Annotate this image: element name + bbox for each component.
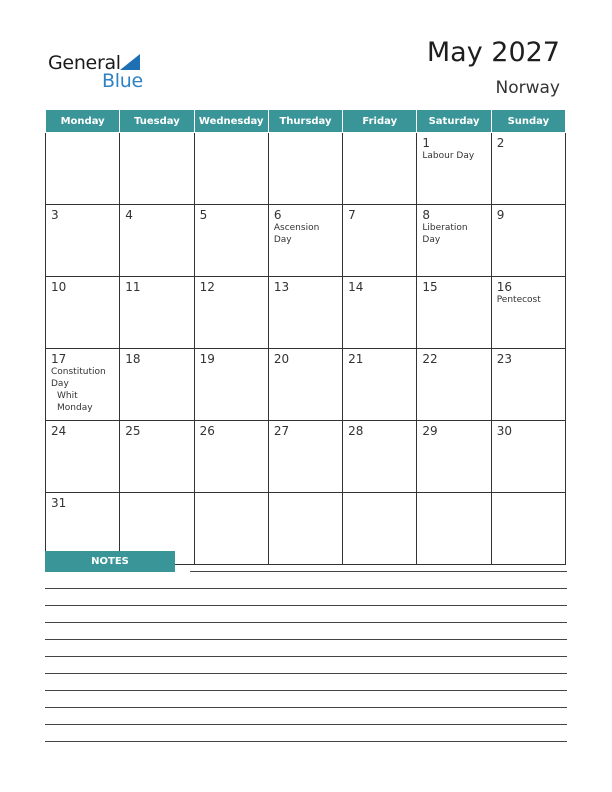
calendar-day-cell [417, 133, 491, 205]
notes-line [45, 741, 567, 742]
weekday-wednesday: Wednesday [194, 110, 268, 133]
calendar-day-cell [417, 493, 491, 565]
calendar-day-cell [46, 277, 120, 349]
notes-line [45, 622, 567, 623]
calendar-week-row [46, 133, 566, 205]
calendar-day-cell [268, 421, 342, 493]
calendar-body [46, 133, 566, 565]
calendar-day-cell [343, 205, 417, 277]
calendar-day-cell [343, 493, 417, 565]
general-blue-logo [48, 52, 148, 92]
day-number: 23 [496, 352, 512, 366]
notes-line [45, 690, 567, 691]
holiday-label: Whit Monday [57, 391, 93, 413]
day-number: 5 [199, 208, 208, 222]
calendar-week-row [46, 205, 566, 277]
calendar-day-cell [46, 421, 120, 493]
weekday-header-row [46, 110, 566, 133]
notes-line [45, 724, 567, 725]
calendar-day-cell [46, 205, 120, 277]
calendar-day-cell [120, 277, 194, 349]
day-number: 24 [51, 424, 67, 438]
weekday-saturday: Saturday [417, 110, 491, 133]
notes-line [190, 571, 567, 572]
day-number: 15 [422, 280, 438, 294]
holiday-label: Liberation Day [422, 223, 468, 245]
calendar-day-cell [343, 277, 417, 349]
calendar-day-cell [343, 133, 417, 205]
calendar-day-cell [268, 493, 342, 565]
day-number: 9 [496, 208, 505, 222]
weekday-tuesday: Tuesday [120, 110, 194, 133]
calendar-day-cell [120, 133, 194, 205]
calendar-day-cell [491, 133, 565, 205]
calendar-day-cell [268, 277, 342, 349]
day-number: 18 [125, 352, 141, 366]
day-number: 17 [51, 352, 67, 366]
day-number: 30 [496, 424, 512, 438]
calendar-day-cell [417, 205, 491, 277]
calendar-day-cell [120, 205, 194, 277]
calendar-day-cell [268, 349, 342, 421]
day-number: 8 [422, 208, 431, 222]
day-number: 7 [348, 208, 356, 222]
day-number: 4 [125, 208, 133, 222]
notes-line [45, 639, 567, 640]
day-number: 28 [348, 424, 364, 438]
notes-line [45, 588, 567, 589]
notes-line [45, 673, 567, 674]
calendar-day-cell [268, 133, 342, 205]
page-title: May 2027 [426, 37, 560, 68]
day-number: 11 [125, 280, 141, 294]
calendar-day-cell [46, 133, 120, 205]
day-number: 13 [273, 280, 290, 294]
day-number: 10 [51, 280, 67, 294]
day-number: 27 [273, 424, 290, 438]
calendar-day-cell [491, 277, 565, 349]
holiday-label: Labour Day [422, 151, 475, 161]
calendar-day-cell [120, 349, 194, 421]
logo-word-blue: Blue [102, 70, 143, 92]
calendar-day-cell [417, 349, 491, 421]
holiday-label: Ascension Day [273, 223, 320, 245]
day-number: 2 [496, 136, 505, 150]
calendar-day-cell [194, 421, 268, 493]
calendar-day-cell [194, 349, 268, 421]
weekday-friday: Friday [343, 110, 417, 133]
holiday-label: Constitution Day [51, 367, 106, 389]
calendar-day-cell [194, 493, 268, 565]
day-number: 25 [125, 424, 141, 438]
day-number: 14 [348, 280, 364, 294]
day-number: 21 [348, 352, 364, 366]
calendar-day-cell [194, 205, 268, 277]
calendar-day-cell [46, 349, 120, 421]
calendar-day-cell [491, 421, 565, 493]
notes-line [45, 707, 567, 708]
day-number: 6 [273, 208, 282, 222]
calendar-day-cell [120, 421, 194, 493]
calendar-day-cell [491, 349, 565, 421]
day-number: 19 [199, 352, 215, 366]
day-number: 12 [199, 280, 215, 294]
weekday-monday: Monday [46, 110, 120, 133]
day-number: 29 [422, 424, 438, 438]
calendar-day-cell [491, 205, 565, 277]
day-number: 26 [199, 424, 215, 438]
notes-line [45, 605, 567, 606]
calendar-day-cell [194, 277, 268, 349]
day-number: 20 [273, 352, 290, 366]
calendar-day-cell [268, 205, 342, 277]
calendar-day-cell [417, 277, 491, 349]
calendar-day-cell [491, 493, 565, 565]
country-name: Norway [495, 78, 560, 98]
calendar-day-cell [343, 349, 417, 421]
holiday-label: Pentecost [496, 295, 541, 305]
day-number: 31 [51, 496, 67, 510]
notes-line [45, 656, 567, 657]
weekday-sunday: Sunday [491, 110, 565, 133]
day-number: 22 [422, 352, 438, 366]
day-number: 1 [422, 136, 431, 150]
weekday-thursday: Thursday [268, 110, 342, 133]
calendar-grid [45, 109, 566, 565]
day-number: 16 [496, 280, 512, 294]
calendar-day-cell [417, 421, 491, 493]
calendar-week-row [46, 277, 566, 349]
logo-triangle-icon [120, 54, 140, 70]
logo-word-general: General [48, 52, 121, 74]
calendar-day-cell [343, 421, 417, 493]
calendar-week-row [46, 421, 566, 493]
day-number: 3 [51, 208, 59, 222]
calendar-day-cell [194, 133, 268, 205]
calendar-week-row [46, 349, 566, 421]
notes-label: NOTES [45, 551, 175, 572]
